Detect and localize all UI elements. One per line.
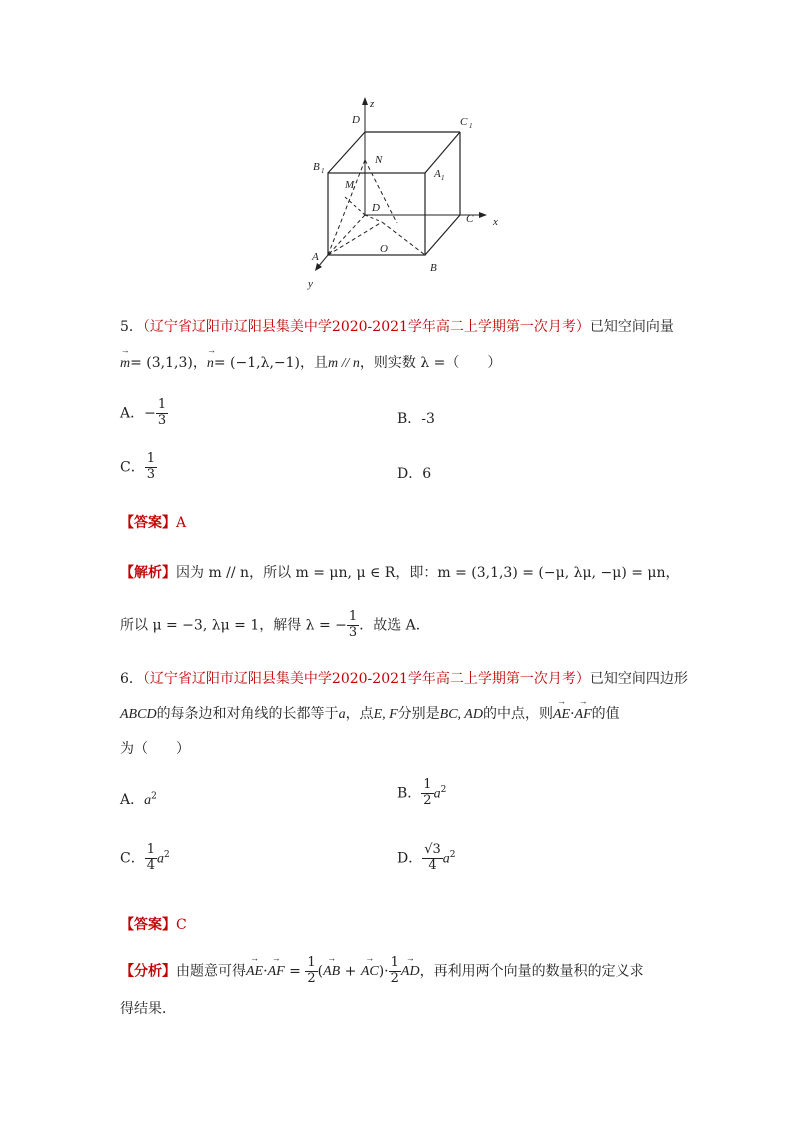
q5-option-d-label: D． xyxy=(397,466,423,482)
q6-answer xyxy=(120,914,187,934)
q6-option-c-tail: a xyxy=(157,851,164,867)
q6-vector-af: → AF xyxy=(575,707,592,723)
label-a1-sub: 1 xyxy=(441,174,445,182)
label-x: x xyxy=(493,216,498,228)
label-b: B xyxy=(430,262,437,274)
q6-text-f: 分别是 xyxy=(397,706,440,722)
q6-option-d-fraction xyxy=(422,843,443,874)
q6-option-b-fraction xyxy=(421,778,433,809)
q6-fenxi-text1: 由题意可得 xyxy=(176,963,246,980)
q6-bc-ad: BC, AD xyxy=(439,707,483,722)
label-c: C xyxy=(466,213,474,225)
q6-stem-end: 已知空间四边形 xyxy=(589,671,688,687)
q5-analysis-tag: 【解析】 xyxy=(120,565,176,581)
q6-option-b xyxy=(397,778,446,809)
q6-fenxi-line1: 【分析】由题意可得→ AE·→ AF = $\frac{1}{2}$ (→ AB + → AC)· $\frac{1}{2}$ → AD，再利用两个向量的数量积的定义求 xyxy=(120,956,644,987)
q5-ask: ，则实数 λ =（ ） xyxy=(359,355,502,371)
q5-analysis-text1: 因为 m // n，所以 m = μn, μ ∈ R，即：m = (3,1,3) = (−μ, λμ, −μ) = μn， xyxy=(176,565,680,581)
q6-option-c-exp: 2 xyxy=(164,849,170,860)
q5-n-vector: → n xyxy=(207,356,214,372)
q5-m-vector: → m xyxy=(120,356,130,372)
label-o: O xyxy=(380,243,388,255)
q5-source: （辽宁省辽阳市辽阳县集美中学2020-2021学年高二上学期第一次月考） xyxy=(142,319,590,335)
q5-condition: m // n xyxy=(328,356,360,371)
q5-option-c-den: 3 xyxy=(146,466,155,482)
q5-option-b-label: B． xyxy=(397,411,422,427)
q6-fenxi-half2-num: 1 xyxy=(390,955,399,970)
q6-stem-line2 xyxy=(120,703,620,723)
line-d-o xyxy=(365,215,382,222)
q6-fenxi-dot: · xyxy=(263,963,268,980)
q5-analysis-den: 3 xyxy=(348,624,358,640)
q6-fenxi-mid: )· xyxy=(378,963,389,980)
q6-fenxi-text2: ，再利用两个向量的数量积的定义求 xyxy=(419,963,644,980)
label-m: M xyxy=(345,179,355,191)
q6-option-b-num: 1 xyxy=(423,777,432,792)
q6-fenxi-half2 xyxy=(389,956,401,987)
q6-fenxi-half1-den: 2 xyxy=(307,970,316,986)
q6-fenxi-ab: → AB xyxy=(323,964,340,980)
label-y: y xyxy=(308,278,313,290)
q5-answer xyxy=(120,512,186,532)
q5-option-c-label: C． xyxy=(120,459,145,476)
q5-stem-line2 xyxy=(120,352,501,372)
q6-text-h: 的中点，则 xyxy=(482,706,553,722)
q5-answer-tag: 【答案】 xyxy=(120,515,176,531)
q6-option-b-den: 2 xyxy=(423,792,432,808)
q6-fenxi-ac: → AC xyxy=(361,964,379,980)
q6-option-c-label: C． xyxy=(120,850,145,867)
q6-option-d xyxy=(397,843,456,874)
q6-option-d-label: D． xyxy=(397,850,423,867)
q6-option-b-exp: 2 xyxy=(440,784,447,795)
q6-fenxi-plus: + xyxy=(340,963,361,980)
q6-option-c xyxy=(120,843,170,874)
q6-stem-line3: 为（ ） xyxy=(120,741,190,757)
q5-option-c xyxy=(120,452,157,483)
q5-analysis-line1 xyxy=(120,562,680,582)
q5-m-value: = (3,1,3) xyxy=(130,355,193,371)
q6-option-a xyxy=(120,789,157,809)
q6-fenxi-line2: 得结果． xyxy=(120,1001,176,1017)
q5-analysis-text2a: 所以 μ = −3, λμ = 1，解得 λ = − xyxy=(120,617,347,634)
line-a-o xyxy=(328,222,382,255)
q6-answer-tag: 【答案】 xyxy=(120,917,176,933)
front-face xyxy=(328,173,425,255)
q6-text-d: ，点 xyxy=(345,706,374,722)
q6-option-c-num: 1 xyxy=(146,842,155,857)
q6-text-i: 的值 xyxy=(591,706,620,722)
line-a-n xyxy=(328,160,365,255)
q6-fenxi-half1-num: 1 xyxy=(307,955,316,970)
q5-option-a xyxy=(120,398,168,429)
q6-text-b: 的每条边和对角线的长都等于 xyxy=(156,706,339,722)
q6-option-b-tail: a xyxy=(433,786,441,802)
line-m-d xyxy=(345,197,365,215)
q6-option-a-value: a xyxy=(144,793,152,808)
q5-analysis-fraction xyxy=(347,610,359,641)
q5-option-a-fraction xyxy=(156,398,168,429)
q6-abcd: ABCD xyxy=(120,707,157,722)
q6-option-d-den: 4 xyxy=(428,857,437,873)
q5-cond-pre: ，且 xyxy=(300,355,329,371)
label-z: z xyxy=(370,98,375,110)
q5-option-d-value: 6 xyxy=(422,466,432,482)
q5-option-a-num: 1 xyxy=(157,397,167,412)
label-n: N xyxy=(375,154,383,166)
q6-option-c-fraction xyxy=(145,843,157,874)
label-b1-sub: 1 xyxy=(321,167,325,175)
q6-option-d-exp: 2 xyxy=(449,849,456,860)
q6-fenxi-eq: = xyxy=(284,963,306,980)
x-axis-arrow xyxy=(479,212,487,218)
q5-n-value: = (−1,λ,−1) xyxy=(213,355,301,371)
q5-option-d xyxy=(397,463,431,483)
q6-fenxi-tag: 【分析】 xyxy=(120,963,176,980)
q6-option-c-den: 4 xyxy=(146,857,155,873)
y-axis xyxy=(328,215,365,255)
q5-option-c-fraction xyxy=(145,452,157,483)
label-c1-sub: 1 xyxy=(469,122,473,130)
label-d-top: D xyxy=(352,114,360,126)
label-c1: C xyxy=(460,116,468,128)
q6-number: 6． xyxy=(120,671,143,687)
q6-stem-line1 xyxy=(120,668,688,688)
q5-option-a-sign: − xyxy=(144,405,156,422)
q6-fenxi-af: → AF xyxy=(268,964,285,980)
q5-option-b-value: -3 xyxy=(421,411,435,427)
q6-fenxi-ae: → AE xyxy=(246,964,263,980)
line-n-o xyxy=(365,160,397,223)
q6-fenxi-half2-den: 2 xyxy=(390,970,399,986)
edge-top-right xyxy=(425,132,460,173)
q6-answer-value: C xyxy=(176,917,187,933)
q6-ef: E, F xyxy=(373,707,398,722)
q6-fenxi-ad: → AD xyxy=(401,964,420,980)
q5-analysis-text2b: ．故选 A． xyxy=(359,617,430,634)
q6-option-a-label: A． xyxy=(120,792,145,808)
q6-option-b-label: B． xyxy=(397,785,422,802)
q6-vector-ae: → AE xyxy=(553,707,570,723)
q5-number: 5． xyxy=(120,319,143,335)
label-a1: A xyxy=(434,168,441,180)
q5-stem-end: 已知空间向量 xyxy=(589,319,674,335)
q6-option-a-exp: 2 xyxy=(151,791,157,802)
edge-bottom-right xyxy=(425,215,460,255)
q6-option-d-num: √3 xyxy=(424,842,441,857)
q6-a: a xyxy=(338,707,346,722)
q5-option-a-den: 3 xyxy=(157,412,167,428)
label-b1: B xyxy=(313,161,320,173)
q5-option-b xyxy=(397,408,435,428)
q5-stem-line1 xyxy=(120,316,674,336)
q5-option-c-num: 1 xyxy=(146,451,155,466)
q6-option-d-tail: a xyxy=(442,851,450,867)
label-d: D xyxy=(372,202,380,214)
q5-analysis-num: 1 xyxy=(348,609,358,624)
q5-analysis-line2 xyxy=(120,610,430,641)
edge-top-left xyxy=(328,132,365,173)
q6-source: （辽宁省辽阳市辽阳县集美中学2020-2021学年高二上学期第一次月考） xyxy=(142,671,590,687)
cube-figure xyxy=(300,95,510,295)
line-o-b xyxy=(382,222,425,255)
q6-fenxi-half1 xyxy=(305,956,317,987)
q6-dot: · xyxy=(570,706,575,722)
label-a: A xyxy=(312,251,319,263)
q5-comma: ， xyxy=(192,355,207,371)
q5-option-a-label: A． xyxy=(120,405,145,422)
z-axis-arrow xyxy=(362,97,368,105)
q5-answer-value: A xyxy=(176,515,187,531)
